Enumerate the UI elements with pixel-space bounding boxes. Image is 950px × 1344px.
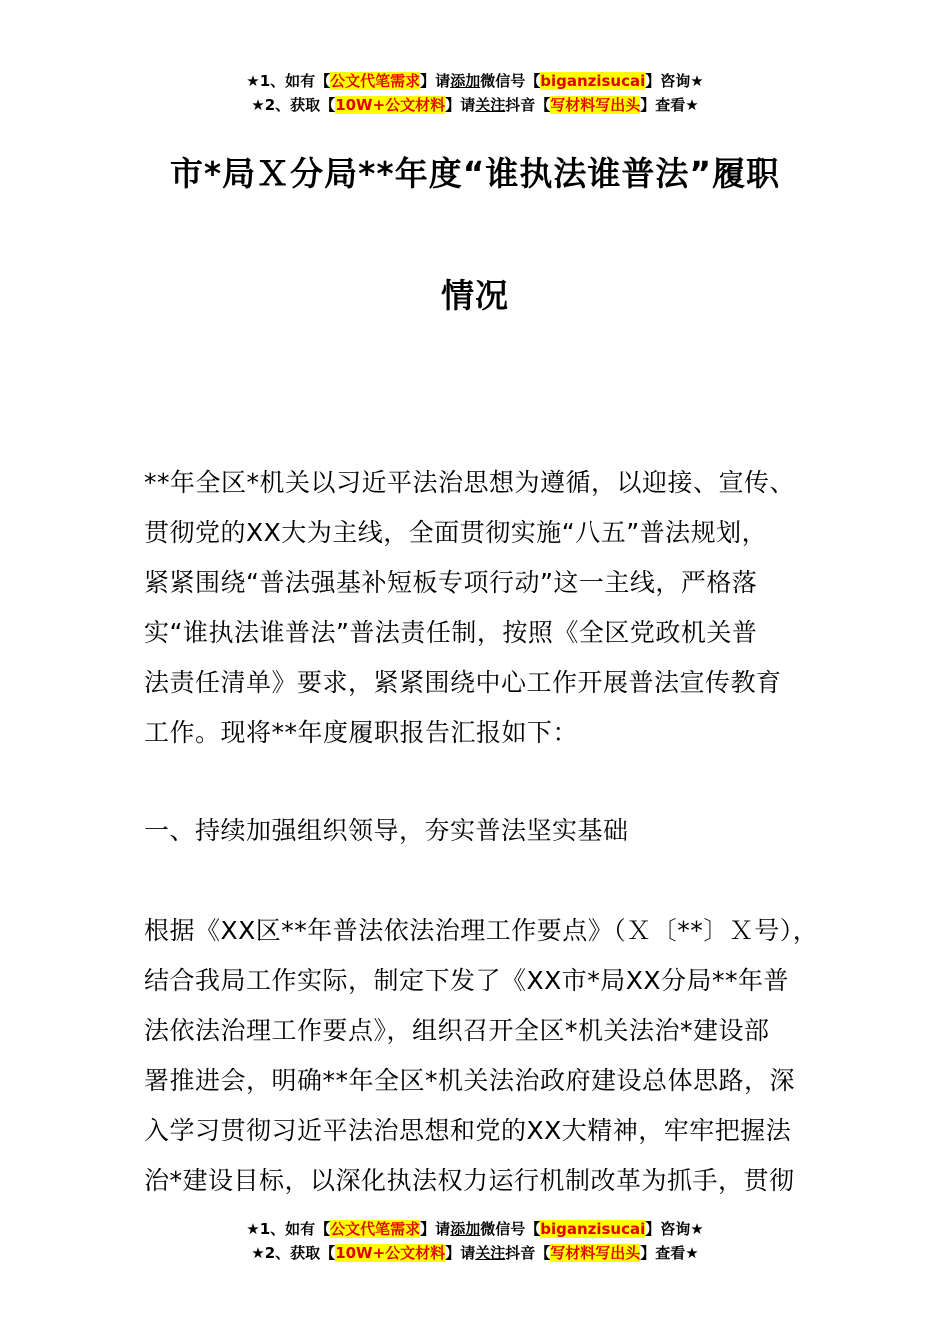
document-title-line-2: 情况 <box>441 276 509 315</box>
text-line: **年全区*机关以习近平法治思想为遵循，以迎接、宣传、 <box>144 468 796 497</box>
text-line: 入学习贯彻习近平法治思想和党的XX大精神，牢牢把握法 <box>144 1116 792 1145</box>
text-line: 工作。现将**年度履职报告汇报如下： <box>144 718 579 747</box>
banner-line-2: ★2、获取【10W+公文材料】请关注抖音【写材料写出头】查看★ <box>251 96 699 114</box>
banner-line-1: ★1、如有【公文代笔需求】请添加微信号【biganzisucai】咨询★ <box>246 1220 704 1238</box>
highlight-wechat-id: biganzisucai <box>540 72 646 90</box>
highlight-douyin: 写材料写出头 <box>550 96 641 114</box>
text-line: 贯彻党的XX大为主线，全面贯彻实施“八五”普法规划， <box>144 518 768 547</box>
text-line: 结合我局工作实际，制定下发了《XX市*局XX分局**年普 <box>144 966 790 995</box>
banner-line-2: ★2、获取【10W+公文材料】请关注抖音【写材料写出头】查看★ <box>251 1244 699 1262</box>
text-line: 署推进会，明确**年全区*机关法治政府建设总体思路，深 <box>144 1066 796 1095</box>
section-heading-1: 一、持续加强组织领导，夯实普法坚实基础 <box>144 816 629 845</box>
text-line: 治*建设目标，以深化执法权力运行机制改革为抓手，贯彻 <box>144 1166 795 1195</box>
section-1-paragraph <box>144 906 834 1206</box>
document-title-line-1: 市*局Ｘ分局**年度“谁执法谁普法”履职 <box>169 154 781 193</box>
highlight-wechat-id: biganzisucai <box>540 1220 646 1238</box>
footer-banner <box>0 1217 950 1265</box>
text-line: 法责任清单》要求，紧紧围绕中心工作开展普法宣传教育 <box>144 668 782 697</box>
text-line: 法依法治理工作要点》，组织召开全区*机关法治*建设部 <box>144 1016 770 1045</box>
highlight-douyin: 写材料写出头 <box>550 1244 641 1262</box>
text-line: 实“谁执法谁普法”普法责任制，按照《全区党政机关普 <box>144 618 758 647</box>
highlight-materials: 10W+公文材料 <box>335 1244 446 1262</box>
highlight-service: 公文代笔需求 <box>330 72 421 90</box>
text-line: 紧紧围绕“普法强基补短板专项行动”这一主线，严格落 <box>144 568 758 597</box>
text-line: 根据《XX区**年普法依法治理工作要点》（Ｘ〔**〕Ｘ号）， <box>144 916 819 945</box>
highlight-materials: 10W+公文材料 <box>335 96 446 114</box>
banner-line-1: ★1、如有【公文代笔需求】请添加微信号【biganzisucai】咨询★ <box>246 72 704 90</box>
intro-paragraph <box>144 458 834 758</box>
header-banner <box>0 69 950 117</box>
highlight-service: 公文代笔需求 <box>330 1220 421 1238</box>
